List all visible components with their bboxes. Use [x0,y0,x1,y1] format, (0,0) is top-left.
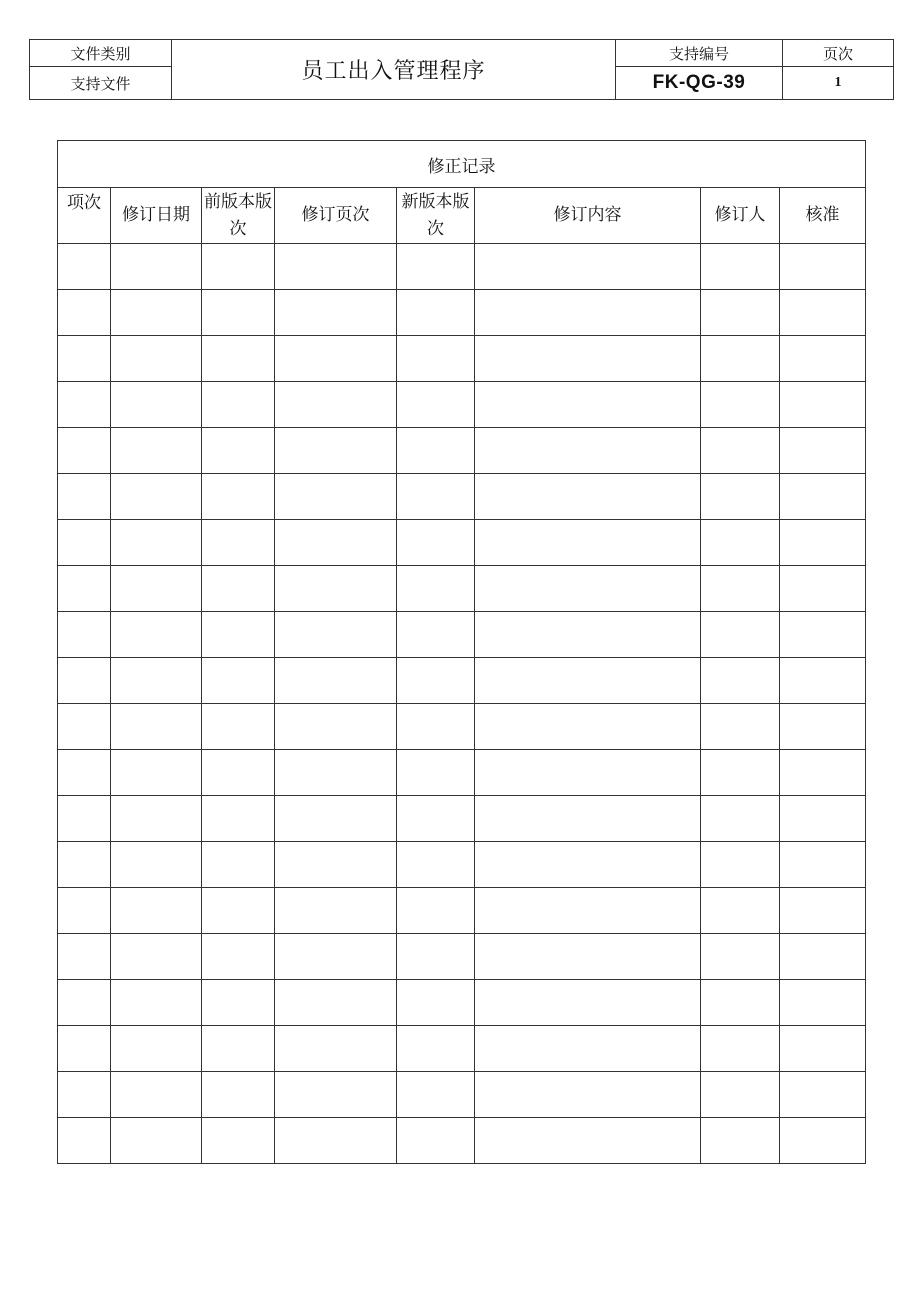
table-cell [58,520,111,566]
table-cell [397,658,475,704]
table-cell [58,658,111,704]
table-cell [202,382,275,428]
table-row [58,750,866,796]
table-cell [202,842,275,888]
table-cell [111,428,202,474]
table-cell [397,1026,475,1072]
table-cell [475,336,701,382]
table-cell [701,1118,780,1164]
table-cell [58,1118,111,1164]
table-cell [475,1118,701,1164]
table-cell [275,796,397,842]
revision-record-title: 修正记录 [58,141,866,188]
table-cell [701,980,780,1026]
table-cell [780,750,866,796]
table-cell [475,474,701,520]
doc-number: FK-QG-39 [616,67,783,100]
table-cell [397,336,475,382]
table-cell [275,428,397,474]
table-cell [780,382,866,428]
table-cell [111,934,202,980]
table-cell [397,382,475,428]
table-cell [701,888,780,934]
table-cell [780,934,866,980]
table-cell [275,244,397,290]
table-cell [202,336,275,382]
table-cell [701,1026,780,1072]
category-value: 支持文件 [30,67,172,100]
revision-record-table [57,140,866,1164]
table-row [58,566,866,612]
table-row [58,888,866,934]
table-cell [475,244,701,290]
table-cell [701,750,780,796]
table-cell [701,244,780,290]
table-row [58,1118,866,1164]
table-cell [701,566,780,612]
table-cell [202,566,275,612]
table-cell [111,842,202,888]
table-cell [58,382,111,428]
table-cell [701,1072,780,1118]
table-cell [275,336,397,382]
table-cell [111,1072,202,1118]
table-cell [202,290,275,336]
table-cell [275,842,397,888]
column-header-revision-content: 修订内容 [475,188,701,244]
column-header-item-no: 项次 [58,188,111,244]
table-cell [202,1026,275,1072]
table-row [58,336,866,382]
table-cell [475,566,701,612]
table-cell [202,750,275,796]
table-cell [701,336,780,382]
table-cell [397,1118,475,1164]
table-row [58,842,866,888]
table-row [58,612,866,658]
table-cell [475,428,701,474]
table-cell [701,658,780,704]
table-cell [58,704,111,750]
table-cell [275,520,397,566]
table-cell [111,474,202,520]
table-cell [397,290,475,336]
table-cell [780,704,866,750]
table-cell [58,934,111,980]
table-row [58,1072,866,1118]
table-cell [111,382,202,428]
table-cell [397,566,475,612]
category-label: 文件类别 [30,40,172,67]
table-cell [202,934,275,980]
table-cell [780,842,866,888]
table-cell [58,244,111,290]
table-cell [701,704,780,750]
table-cell [58,888,111,934]
table-row [58,520,866,566]
table-cell [780,980,866,1026]
table-cell [780,612,866,658]
table-cell [111,612,202,658]
table-cell [397,888,475,934]
table-cell [202,980,275,1026]
table-cell [58,750,111,796]
table-cell [275,980,397,1026]
table-cell [58,980,111,1026]
table-row [58,658,866,704]
table-cell [701,290,780,336]
table-cell [780,290,866,336]
table-cell [202,612,275,658]
doc-number-label: 支持编号 [616,40,783,67]
table-cell [780,888,866,934]
table-cell [275,382,397,428]
table-cell [202,520,275,566]
table-cell [780,428,866,474]
revision-header-row [58,188,866,244]
table-row [58,244,866,290]
table-cell [475,796,701,842]
table-cell [397,934,475,980]
table-cell [475,382,701,428]
table-cell [475,980,701,1026]
table-cell [780,336,866,382]
table-cell [111,520,202,566]
table-cell [111,336,202,382]
table-cell [202,1072,275,1118]
table-cell [397,612,475,658]
table-row [58,290,866,336]
table-cell [202,796,275,842]
table-row [58,474,866,520]
table-cell [111,888,202,934]
table-cell [111,1026,202,1072]
table-cell [58,428,111,474]
table-cell [111,290,202,336]
table-cell [111,704,202,750]
table-cell [202,888,275,934]
column-header-new-version: 新版本版次 [397,188,475,244]
table-cell [701,934,780,980]
table-cell [111,796,202,842]
column-header-revised-pages: 修订页次 [275,188,397,244]
table-cell [58,612,111,658]
table-cell [780,796,866,842]
column-header-approval: 核准 [780,188,866,244]
table-cell [475,750,701,796]
table-cell [202,704,275,750]
table-cell [58,474,111,520]
revision-rows [58,244,866,1164]
table-cell [475,934,701,980]
table-cell [780,244,866,290]
table-cell [780,474,866,520]
table-cell [275,704,397,750]
table-cell [701,612,780,658]
table-cell [780,658,866,704]
table-cell [275,750,397,796]
table-row [58,382,866,428]
table-cell [397,520,475,566]
table-cell [111,750,202,796]
table-row [58,796,866,842]
table-row [58,428,866,474]
table-cell [397,796,475,842]
table-cell [202,474,275,520]
table-cell [275,612,397,658]
table-cell [397,474,475,520]
table-cell [275,1118,397,1164]
table-cell [780,520,866,566]
table-cell [58,1026,111,1072]
column-header-previous-version: 前版本版次 [202,188,275,244]
table-cell [275,290,397,336]
table-cell [58,336,111,382]
table-cell [202,658,275,704]
table-cell [111,1118,202,1164]
table-cell [475,1072,701,1118]
table-cell [58,1072,111,1118]
table-cell [202,1118,275,1164]
table-cell [275,1026,397,1072]
table-cell [475,888,701,934]
table-cell [475,1026,701,1072]
table-cell [397,1072,475,1118]
table-cell [397,428,475,474]
table-cell [701,520,780,566]
table-cell [275,934,397,980]
table-cell [397,750,475,796]
table-cell [475,520,701,566]
table-cell [275,474,397,520]
document-title: 员工出入管理程序 [172,40,616,100]
table-cell [701,474,780,520]
table-cell [701,428,780,474]
table-cell [780,1118,866,1164]
table-cell [275,566,397,612]
table-cell [397,842,475,888]
table-cell [475,658,701,704]
document-header [29,39,894,100]
table-cell [397,980,475,1026]
table-cell [397,704,475,750]
table-cell [111,658,202,704]
table-cell [111,244,202,290]
page-label: 页次 [783,40,894,67]
table-cell [275,658,397,704]
table-cell [111,980,202,1026]
table-cell [475,842,701,888]
table-cell [58,290,111,336]
table-row [58,704,866,750]
table-cell [780,1026,866,1072]
column-header-revision-date: 修订日期 [111,188,202,244]
table-cell [58,566,111,612]
table-row [58,934,866,980]
table-cell [275,888,397,934]
table-cell [780,566,866,612]
table-cell [780,1072,866,1118]
table-cell [58,842,111,888]
table-cell [111,566,202,612]
page-number: 1 [783,67,894,100]
table-cell [475,612,701,658]
table-cell [58,796,111,842]
table-row [58,1026,866,1072]
table-row [58,980,866,1026]
table-cell [701,796,780,842]
table-cell [701,842,780,888]
column-header-reviser: 修订人 [701,188,780,244]
table-cell [475,290,701,336]
table-cell [202,428,275,474]
table-cell [397,244,475,290]
table-cell [275,1072,397,1118]
table-cell [475,704,701,750]
table-cell [202,244,275,290]
table-cell [701,382,780,428]
